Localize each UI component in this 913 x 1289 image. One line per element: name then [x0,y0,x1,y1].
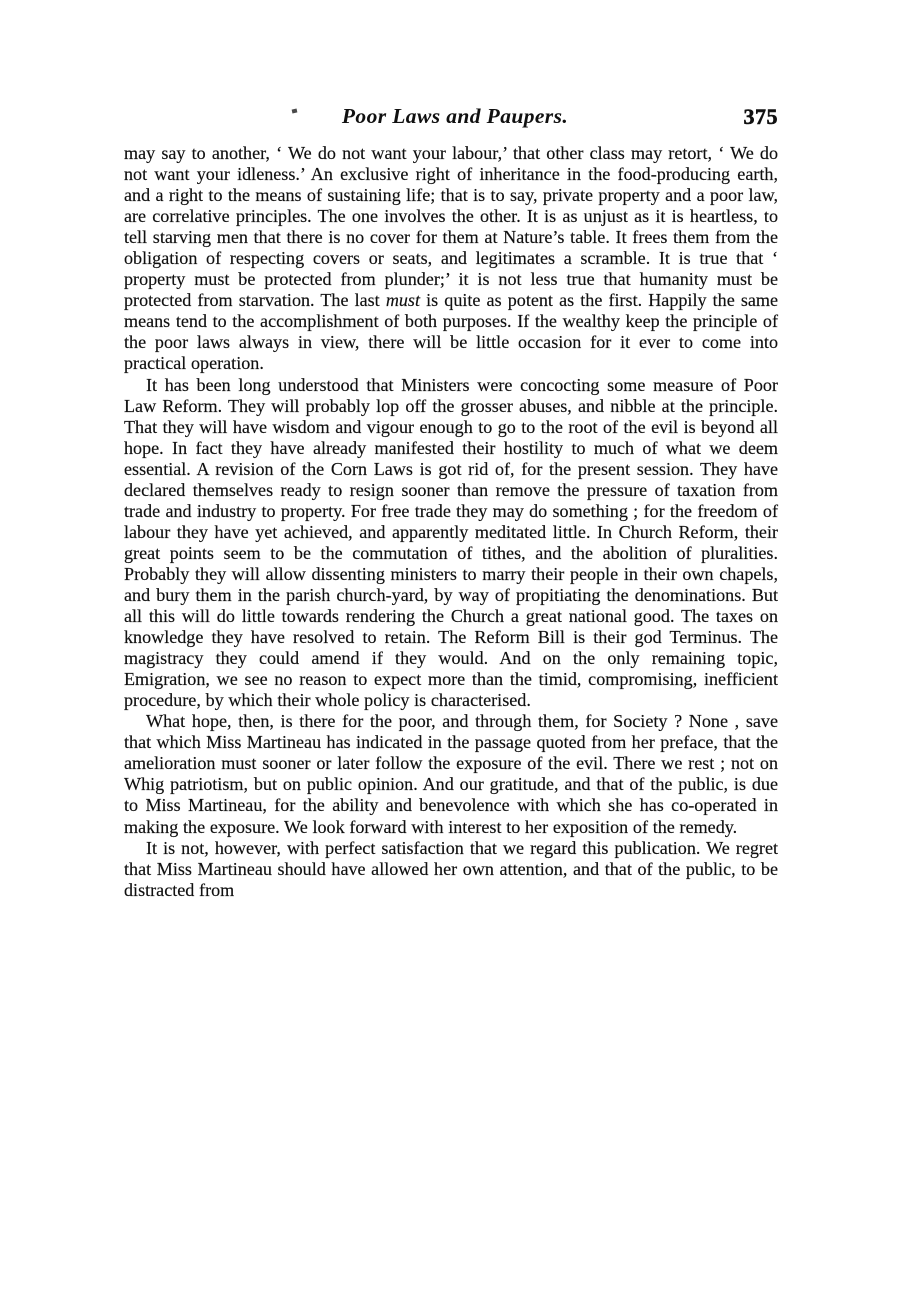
running-head-title: Poor Laws and Paupers. [341,104,569,128]
running-head [124,104,778,132]
text-column [124,143,778,901]
paragraph: may say to another, ‘ We do not want your labour,’ that other class may retort, ‘ We do not want your idleness.’ An exclusive right of inheritance in the food-producing earth, and a right to the means of sustaining life; that is to say, private property and a poor law, are correlative principles. The one involves the other. It is as unjust as it is heartless, to tell starving men that there is no cover for them at Nature’s table. It frees them from the obligation of respecting covers or seats, and legitimates a scramble. It is true that ‘ property must be protected from plunder;’ it is not less true that humanity must be protected from starvation. The last must is quite as potent as the first. Happily the same means tend to the accomplishment of both purposes. If the wealthy keep the principle of the poor laws always in view, there will be little occasion for it ever to come into practical operation. [124,143,779,374]
paragraph: It has been long understood that Ministers were concocting some measure of Poor Law Reform. They will probably lop off the grosser abuses, and nibble at the principle. That they will have wisdom and vigour enough to go to the root of the evil is beyond all hope. In fact they have already manifested their hostility to much of what we deem essential. A revision of the Corn Laws is got rid of, for the present session. They have declared themselves ready to resign sooner than remove the pressure of taxation from trade and industry to property. For free trade they may do something ; for the freedom of labour they have yet achieved, and apparently meditated little. In Church Reform, their great points seem to be the commutation of tithes, and the abolition of pluralities. Probably they will allow dissenting ministers to marry their people in their own chapels, and bury them in the parish church-yard, by way of propitiating the denominations. But all this will do little towards rendering the Church a great national good. The taxes on knowledge they have resolved to retain. The Reform Bill is their god Terminus. The magistracy they could amend if they would. And on the only remaining topic, Emigration, we see no reason to expect more than the timid, compromising, inefficient procedure, by which their whole policy is characterised. [124,374,778,711]
page-number: 375 [743,104,778,129]
emphasised-word: must [385,290,420,311]
paragraph: It is not, however, with perfect satisfaction that we regard this publication. We regret that Miss Martineau should have allowed her own attention, and that of the public, to be distracted from [124,837,778,900]
paragraph: What hope, then, is there for the poor, and through them, for Society ? None , save that which Miss Martineau has indicated in the passage quoted from her preface, that the amelioration must sooner or later follow the exposure of the evil. There we rest ; not on Whig patriotism, but on public opinion. And our gratitude, and that of the public, is due to Miss Martineau, for the ability and benevolence with which she has co-operated in making the exposure. We look forward with interest to her exposition of the remedy. [124,711,778,837]
